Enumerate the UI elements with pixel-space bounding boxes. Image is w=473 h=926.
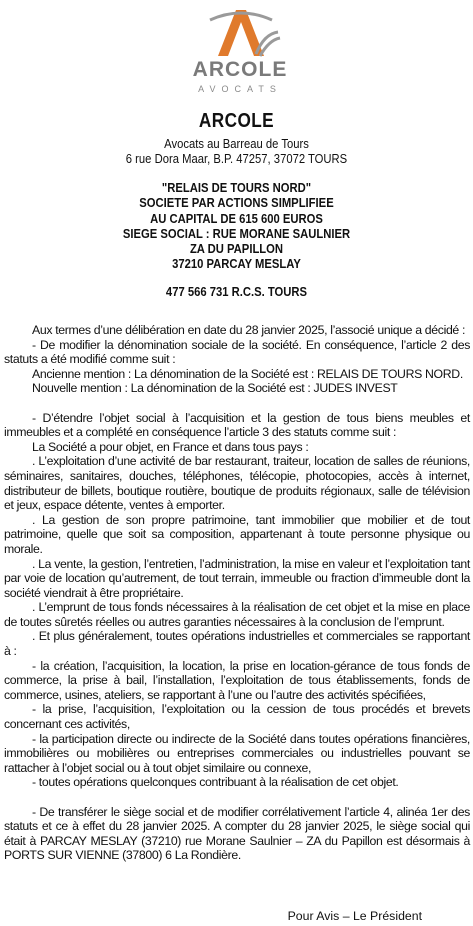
paragraph-object-bar: . L’exploitation d’une activité de bar restaurant, traiteur, location de salles de réunions, séminaires, sanitaires, douches, téléphones, télécopie, photocopies, accès à internet, distributeur de billets, boutique routière, boutique de produits régionaux, salle de télévision et jeux, espace détente, ventes à emporter. (4, 454, 470, 513)
paragraph-object-loan: . L’emprunt de tous fonds nécessaires à la réalisation de cet objet et la mise en place de toutes sûretés réelles ou autres garanties nécessaires à la conclusion de l’emprunt. (4, 600, 470, 629)
logo-wordmark: ARCOLE (192, 58, 288, 81)
company-form: SOCIETE PAR ACTIONS SIMPLIFIEE (139, 196, 334, 211)
company-capital: AU CAPITAL DE 615 600 EUROS (150, 211, 323, 226)
company-rcs: 477 566 731 R.C.S. TOURS (165, 285, 308, 299)
paragraph-object-operations: - toutes opérations quelconques contribuant à la réalisation de cet objet. (32, 775, 399, 790)
company-seat: SIEGE SOCIAL : RUE MORANE SAULNIER (122, 226, 351, 241)
company-zone: ZA DU PAPILLON (189, 242, 284, 257)
paragraph-object-patents: - la prise, l’acquisition, l’exploitation ou la cession de tous procédés et brevets concernant ces activités, (4, 702, 470, 732)
paragraph-old-name: Ancienne mention : La dénomination de la Société est : RELAIS DE TOURS NORD. (32, 366, 463, 381)
firm-description: Avocats au Barreau de Tours (164, 137, 309, 151)
spacer (4, 396, 470, 411)
paragraph-object-patrimony: . La gestion de son propre patrimoine, tant immobilier que mobilier et de tout patrimoine, quelle que soit sa composition, appartenant à toute personne physique ou morale. (4, 512, 470, 556)
notice-body (4, 323, 470, 863)
signature: Pour Avis – Le Président (287, 909, 422, 923)
paragraph-object-extension: - D’étendre l’objet social à l’acquisition et la gestion de tous biens meubles et immeubles et a complété en conséquence l’article 3 des statuts comme suit : (4, 410, 470, 440)
company-header (24, 181, 450, 273)
paragraph-object-creation: - la création, l’acquisition, la location, la prise en location-gérance de tous fonds de commerce, la prise à bail, l’installation, l’exploitation de tous établissements, fonds de commerce, usines, ateliers, se rapportant à l’une ou l’autre des activités spécifiées, (4, 658, 470, 702)
firm-name: ARCOLE (198, 110, 275, 132)
company-name: "RELAIS DE TOURS NORD" (161, 181, 312, 195)
company-city: 37210 PARCAY MESLAY (172, 257, 301, 272)
paragraph-object-participation: - la participation directe ou indirecte de la Société dans toutes opérations financières, immobilières ou mobilières ou entreprises commerciales ou industrielles pouvant se rattacher à l’objet social ou à tout objet similaire ou connexe, (4, 731, 470, 775)
paragraph-object-property: . La vente, la gestion, l’entretien, l’administration, la mise en valeur et l’exploitation tant par voie de location qu’autrement, de tout terrain, immeuble ou fraction d’immeuble dont la société viendrait à être propriétaire. (4, 556, 470, 600)
paragraph-object-intro: La Société a pour objet, en France et dans tous pays : (32, 439, 309, 454)
logo-subtitle: AVOCATS (198, 84, 282, 94)
arcole-logo (170, 4, 310, 104)
paragraph-object-general: . Et plus généralement, toutes opérations industrielles et commerciales se rapportant à : (4, 629, 470, 659)
paragraph-new-name: Nouvelle mention : La dénomination de la Société est : JUDES INVEST (32, 381, 398, 396)
spacer (4, 790, 470, 805)
firm-address: 6 rue Dora Maar, B.P. 47257, 37072 TOURS (125, 152, 348, 166)
paragraph-deliberation: Aux termes d’une délibération en date du 28 janvier 2025, l’associé unique a décidé : (32, 323, 466, 337)
paragraph-name-change: - De modifier la dénomination sociale de la société. En conséquence, l’article 2 des statuts a été modifié comme suit : (4, 337, 470, 367)
paragraph-seat-transfer: - De transférer le siège social et de modifier corrélativement l’article 4, alinéa 1er des statuts et ce à effet du 28 janvier 2025. A compter du 28 janvier 2025, le siège social qui était à PARCAY MESLAY (37210) rue Morane Saulnier – ZA du Papillon est désormais à PORTS SUR VIENNE (37800) 6 La Rondière. (4, 804, 470, 863)
arcole-logo-icon (170, 4, 310, 60)
